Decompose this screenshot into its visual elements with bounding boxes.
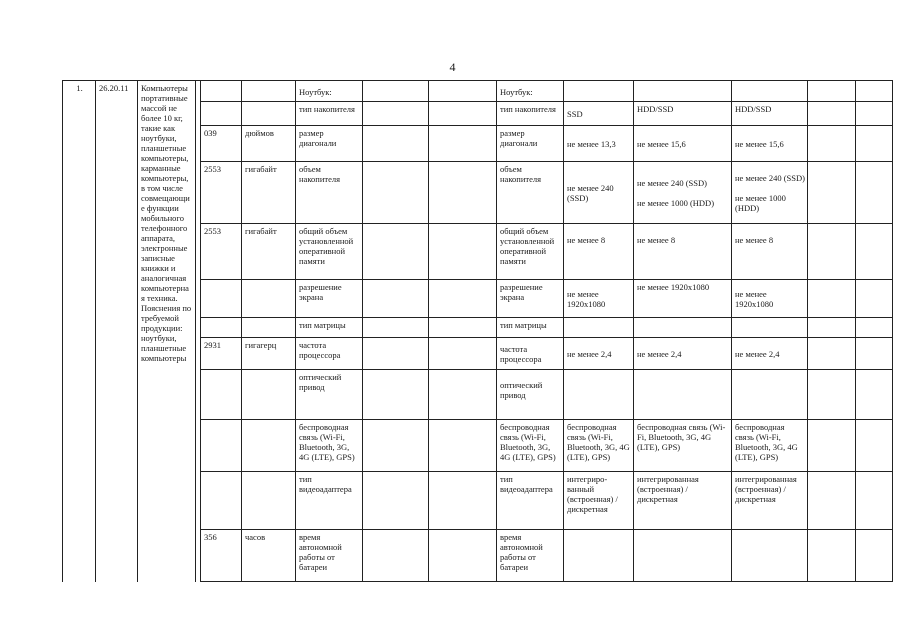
value-3: не менее 8 <box>732 224 808 280</box>
value-2: не менее 1920x1080 <box>634 280 732 318</box>
value-2 <box>634 162 732 224</box>
empty-cell <box>363 530 429 582</box>
char-name: разрешение экрана <box>296 280 363 318</box>
empty-cell <box>808 530 856 582</box>
char-name: тип накопителя <box>296 102 363 126</box>
char-name-2: тип матрицы <box>497 318 564 338</box>
char-unit: гигабайт <box>242 162 296 224</box>
char-name: Ноутбук: <box>296 81 363 102</box>
value-1: беспроводная связь (Wi-Fi, Bluetooth, 3G, 4G (LTE), GPS) <box>564 420 634 472</box>
empty-cell <box>808 224 856 280</box>
char-code: 2553 <box>201 162 242 224</box>
value-2: беспроводная связь (Wi-Fi, Bluetooth, 3G, 4G (LTE), GPS) <box>634 420 732 472</box>
char-code <box>201 81 242 102</box>
value-1 <box>564 81 634 102</box>
page-number: 4 <box>449 60 456 74</box>
empty-cell <box>808 162 856 224</box>
empty-cell <box>856 102 893 126</box>
characteristics-table <box>62 80 893 582</box>
empty-cell <box>808 338 856 370</box>
char-name-2: Ноутбук: <box>497 81 564 102</box>
empty-cell <box>429 472 497 530</box>
value-2 <box>634 530 732 582</box>
empty-cell <box>429 318 497 338</box>
empty-cell <box>429 102 497 126</box>
empty-cell <box>856 318 893 338</box>
char-name: общий объем установленной оперативной памяти <box>296 224 363 280</box>
char-unit <box>242 81 296 102</box>
empty-cell <box>808 370 856 420</box>
char-name-2: тип накопителя <box>497 102 564 126</box>
empty-cell <box>856 338 893 370</box>
value-1: не менее 240 (SSD) <box>564 162 634 224</box>
value-1: не менее 1920x1080 <box>564 280 634 318</box>
value-1 <box>564 370 634 420</box>
empty-cell <box>808 81 856 102</box>
empty-cell <box>429 126 497 162</box>
value-3-line-2: не менее 1000 (HDD) <box>735 193 786 213</box>
empty-cell <box>363 280 429 318</box>
empty-cell <box>429 420 497 472</box>
char-name-2: объем накопителя <box>497 162 564 224</box>
value-3 <box>732 530 808 582</box>
char-code: 356 <box>201 530 242 582</box>
char-unit <box>242 280 296 318</box>
empty-cell <box>856 530 893 582</box>
empty-cell <box>808 318 856 338</box>
char-unit <box>242 102 296 126</box>
empty-cell <box>856 472 893 530</box>
empty-cell <box>808 280 856 318</box>
char-name-2: беспроводная связь (Wi-Fi, Bluetooth, 3G, 4G (LTE), GPS) <box>497 420 564 472</box>
value-2 <box>634 370 732 420</box>
char-unit: гигабайт <box>242 224 296 280</box>
empty-cell <box>808 420 856 472</box>
value-1: интегриро-ванный (встроенная) / дискретная <box>564 472 634 530</box>
value-1 <box>564 530 634 582</box>
char-unit <box>242 318 296 338</box>
empty-cell <box>429 162 497 224</box>
char-name: оптический привод <box>296 370 363 420</box>
char-name-2: тип видеоадаптера <box>497 472 564 530</box>
char-code: 039 <box>201 126 242 162</box>
char-unit <box>242 472 296 530</box>
char-name-2: размер диагонали <box>497 126 564 162</box>
empty-cell <box>429 81 497 102</box>
char-name: частота процессора <box>296 338 363 370</box>
char-name: тип матрицы <box>296 318 363 338</box>
table-row <box>63 81 893 102</box>
char-unit: часов <box>242 530 296 582</box>
char-name-2: разрешение экрана <box>497 280 564 318</box>
value-2-line-2: не менее 1000 (HDD) <box>637 198 715 208</box>
char-code <box>201 102 242 126</box>
empty-cell <box>429 224 497 280</box>
value-2: HDD/SSD <box>634 102 732 126</box>
row-number: 1. <box>63 81 96 582</box>
empty-cell <box>429 338 497 370</box>
char-name-2: время автономной работы от батареи <box>497 530 564 582</box>
value-3: беспроводная связь (Wi-Fi, Bluetooth, 3G, 4G (LTE), GPS) <box>732 420 808 472</box>
value-3 <box>732 162 808 224</box>
char-name-2: частота процессора <box>497 338 564 370</box>
empty-cell <box>363 224 429 280</box>
char-name-2: общий объем установленной оперативной памяти <box>497 224 564 280</box>
value-2 <box>634 81 732 102</box>
empty-cell <box>856 224 893 280</box>
value-2-line-1: не менее 240 (SSD) <box>637 178 707 188</box>
empty-cell <box>808 126 856 162</box>
char-unit: дюймов <box>242 126 296 162</box>
empty-cell <box>856 370 893 420</box>
empty-cell <box>856 420 893 472</box>
value-3: не менее 15,6 <box>732 126 808 162</box>
char-name: размер диагонали <box>296 126 363 162</box>
empty-cell <box>363 338 429 370</box>
empty-cell <box>808 102 856 126</box>
empty-cell <box>363 102 429 126</box>
value-1 <box>564 318 634 338</box>
char-code <box>201 370 242 420</box>
char-unit <box>242 370 296 420</box>
empty-cell <box>363 420 429 472</box>
empty-cell <box>363 472 429 530</box>
char-code <box>201 472 242 530</box>
okpd-code: 26.20.11 <box>96 81 138 582</box>
char-code <box>201 318 242 338</box>
char-code: 2931 <box>201 338 242 370</box>
value-3 <box>732 370 808 420</box>
value-3 <box>732 81 808 102</box>
empty-cell <box>856 280 893 318</box>
value-3: не менее 2,4 <box>732 338 808 370</box>
value-1: не менее 2,4 <box>564 338 634 370</box>
char-name: беспроводная связь (Wi-Fi, Bluetooth, 3G, 4G (LTE), GPS) <box>296 420 363 472</box>
char-name: объем накопителя <box>296 162 363 224</box>
value-3: интегрированная (встроенная) / дискретная <box>732 472 808 530</box>
value-3 <box>732 318 808 338</box>
char-code <box>201 420 242 472</box>
char-code: 2553 <box>201 224 242 280</box>
empty-cell <box>429 280 497 318</box>
empty-cell <box>363 370 429 420</box>
value-3-line-1: не менее 240 (SSD) <box>735 173 805 183</box>
empty-cell <box>363 162 429 224</box>
value-2: не менее 8 <box>634 224 732 280</box>
value-2: не менее 2,4 <box>634 338 732 370</box>
value-2: не менее 15,6 <box>634 126 732 162</box>
empty-cell <box>429 530 497 582</box>
char-name: тип видеоадаптера <box>296 472 363 530</box>
product-description: Компьютеры портативные массой не более 10 кг, такие как ноутбуки, планшетные компьютеры, карманные компьютеры, в том числе совмещающи е функции мобильного телефонного аппарата, электронные записные книжки и аналогичная компьютерна я техника. Пояснения по требуемой продукции: ноутбуки, планшетные компьютеры <box>138 81 196 582</box>
empty-cell <box>363 81 429 102</box>
char-unit: гигагерц <box>242 338 296 370</box>
char-name-2: оптический привод <box>497 370 564 420</box>
empty-cell <box>856 126 893 162</box>
empty-cell <box>363 318 429 338</box>
value-3: не менее 1920x1080 <box>732 280 808 318</box>
value-2: интегрированная (встроенная) / дискретная <box>634 472 732 530</box>
value-1: SSD <box>564 102 634 126</box>
char-name: время автономной работы от батареи <box>296 530 363 582</box>
value-1: не менее 8 <box>564 224 634 280</box>
value-2 <box>634 318 732 338</box>
value-3: HDD/SSD <box>732 102 808 126</box>
char-code <box>201 280 242 318</box>
value-1: не менее 13,3 <box>564 126 634 162</box>
empty-cell <box>429 370 497 420</box>
empty-cell <box>856 162 893 224</box>
empty-cell <box>808 472 856 530</box>
char-unit <box>242 420 296 472</box>
empty-cell <box>363 126 429 162</box>
empty-cell <box>856 81 893 102</box>
